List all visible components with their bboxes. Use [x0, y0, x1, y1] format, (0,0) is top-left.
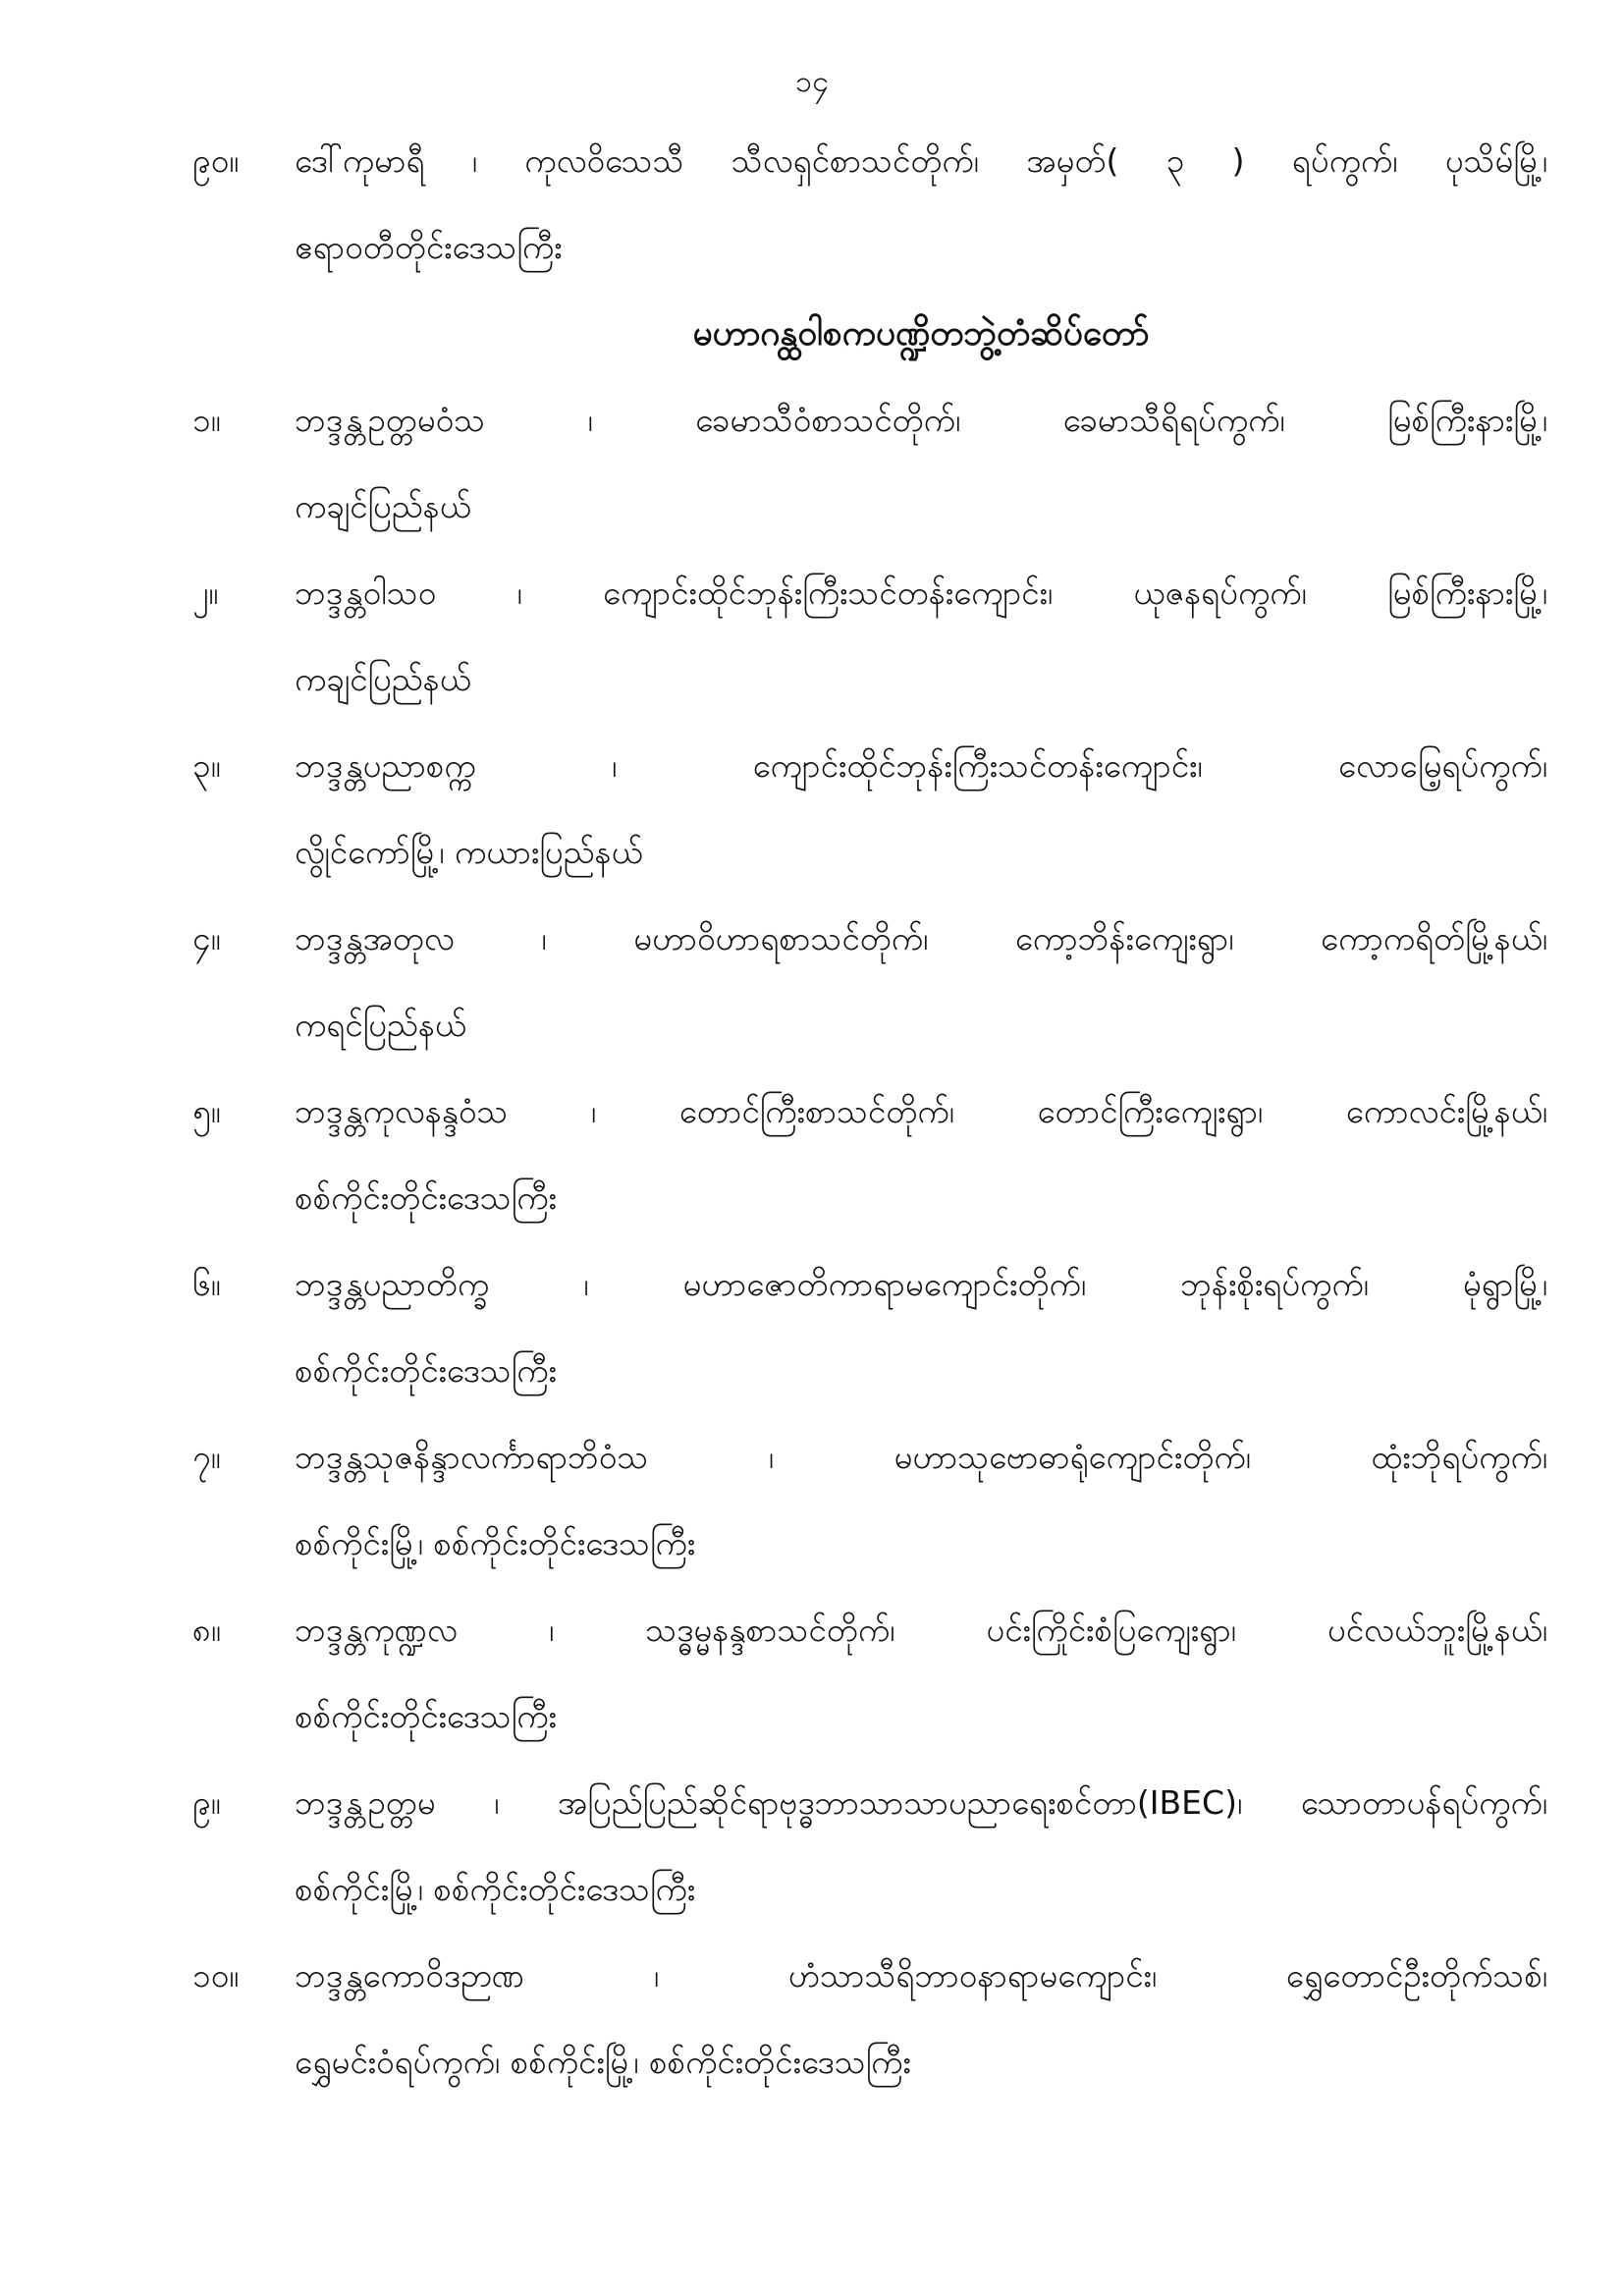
entry-number: ၈။ [192, 1611, 221, 1649]
list-entry [192, 1933, 1547, 2105]
entry-number: ၄။ [192, 919, 221, 957]
entry-line-2: စစ်ကိုင်းမြို့၊ စစ်ကိုင်းတိုင်းဒေသကြီး [295, 1524, 696, 1562]
entry-line-1: ဒေါ်ကုမာရီ ၊ ကုလဝိသေသီ သီလရှင်စာသင်တိုက်၊ အမှတ်( ၃ ) ရပ်ကွက်၊ ပုသိမ်မြို့၊ [295, 141, 1547, 180]
entry-line-2: စစ်ကိုင်းမြို့၊ စစ်ကိုင်းတိုင်းဒေသကြီး [295, 1870, 696, 1908]
document-content [192, 118, 1547, 2105]
entry-number: ၃။ [192, 746, 221, 785]
entry-line-2: ကချင်ပြည်နယ် [295, 487, 471, 525]
list-entry-90 [192, 118, 1547, 291]
section-heading: မဟာဂန္ထဝါစကပဏ္ဍိတဘွဲ့တံဆိပ်တော် [692, 314, 1150, 354]
entry-line-1: ဘဒ္ဒန္တပညာစက္က ၊ ကျောင်းထိုင်ဘုန်းကြီးသင်တန်းကျောင်း၊ လောမြေ့ရပ်ကွက်၊ [295, 746, 1547, 785]
entry-text [295, 377, 1547, 550]
entry-line-1: ဘဒ္ဒန္တဥတ္တမဝံသ ၊ ခေမာသီဝံစာသင်တိုက်၊ ခေမာသီရိရပ်ကွက်၊ မြစ်ကြီးနားမြို့၊ [295, 401, 1547, 439]
entry-line-2: ဧရာဝတီတိုင်းဒေသကြီး [295, 228, 563, 266]
entry-text [295, 1068, 1547, 1241]
entry-line-1: ဘဒ္ဒန္တဝါသဝ ၊ ကျောင်းထိုင်ဘုန်းကြီးသင်တန်းကျောင်း၊ ယုဇနရပ်ကွက်၊ မြစ်ကြီးနားမြို့၊ [295, 574, 1547, 612]
entry-line-1: ဘဒ္ဒန္တကုဏ္ဍလ ၊ သဒ္ဓမ္မနန္ဒစာသင်တိုက်၊ ပင်းကြိုင်းစံပြကျေးရွာ၊ ပင်လယ်ဘူးမြို့နယ်၊ [295, 1611, 1547, 1649]
list-entry [192, 1241, 1547, 1414]
entry-line-1: ဘဒ္ဒန္တသုဇနိန္ဒာလင်္ကာရာဘိဝံသ ၊ မဟာသုဗောဓာရုံကျောင်းတိုက်၊ ထုံးဘိုရပ်ကွက်၊ [295, 1438, 1547, 1476]
entry-line-1: ဘဒ္ဒန္တပညာတိက္ခ ၊ မဟာဇောတိကာရာမကျောင်းတိုက်၊ ဘုန်းစိုးရပ်ကွက်၊ မုံရွာမြို့၊ [295, 1265, 1547, 1303]
entry-number: ၉၀။ [192, 141, 240, 180]
page-number: ၁၄ [795, 65, 829, 99]
entry-line-2: စစ်ကိုင်းတိုင်းဒေသကြီး [295, 1178, 557, 1217]
entry-line-2: စစ်ကိုင်းတိုင်းဒေသကြီး [295, 1697, 557, 1735]
entry-number: ၁။ [192, 401, 221, 439]
entry-text [295, 1241, 1547, 1414]
list-entry [192, 896, 1547, 1068]
list-entry [192, 723, 1547, 896]
entry-number: ၇။ [192, 1438, 221, 1476]
entry-number: ၂။ [192, 574, 219, 612]
list-entry [192, 550, 1547, 723]
entry-text [295, 1414, 1547, 1587]
entry-text [295, 1587, 1547, 1760]
entry-line-2: လွိုင်ကော်မြို့၊ ကယားပြည်နယ် [295, 833, 643, 871]
entry-number: ၁၀။ [192, 1956, 240, 1995]
entry-list [192, 377, 1547, 2105]
list-entry [192, 1068, 1547, 1241]
entry-line-1: ဘဒ္ဒန္တအတုလ ၊ မဟာဝိဟာရစာသင်တိုက်၊ ကော့ဘိန်းကျေးရွာ၊ ကော့ကရိတ်မြို့နယ်၊ [295, 919, 1547, 957]
list-entry [192, 377, 1547, 550]
entry-text [295, 896, 1547, 1068]
list-entry [192, 1414, 1547, 1587]
entry-line-1: ဘဒ္ဒန္တကုလနန္ဒဝံသ ၊ တောင်ကြီးစာသင်တိုက်၊ တောင်ကြီးကျေးရွာ၊ ကောလင်းမြို့နယ်၊ [295, 1092, 1547, 1130]
entry-text [295, 550, 1547, 723]
entry-line-2: ရွှေမင်းဝံရပ်ကွက်၊ စစ်ကိုင်းမြို့၊ စစ်ကိုင်းတိုင်းဒေသကြီး [295, 2043, 911, 2081]
list-entry [192, 1760, 1547, 1933]
entry-number: ၅။ [192, 1092, 221, 1130]
entry-number: ၉။ [192, 1783, 221, 1822]
entry-text [295, 1760, 1547, 1933]
entry-text [295, 723, 1547, 896]
entry-text [295, 118, 1547, 291]
entry-text [295, 1933, 1547, 2105]
entry-line-2: စစ်ကိုင်းတိုင်းဒေသကြီး [295, 1351, 557, 1390]
entry-number: ၆။ [192, 1265, 221, 1303]
entry-line-1: ဘဒ္ဒန္တကောဝိဒဉာဏ ၊ ဟံသာသီရိဘာဝနာရာမကျောင်း၊ ရွှေတောင်ဦးတိုက်သစ်၊ [295, 1956, 1547, 1995]
entry-line-2: ကရင်ပြည်နယ် [295, 1006, 466, 1044]
entry-line-2: ကချင်ပြည်နယ် [295, 660, 471, 698]
entry-line-1: ဘဒ္ဒန္တဥတ္တမ ၊ အပြည်ပြည်ဆိုင်ရာဗုဒ္ဓဘာသာသာပညာရေးစင်တာ(IBEC)၊ သောတာပန်ရပ်ကွက်၊ [295, 1783, 1547, 1822]
list-entry [192, 1587, 1547, 1760]
